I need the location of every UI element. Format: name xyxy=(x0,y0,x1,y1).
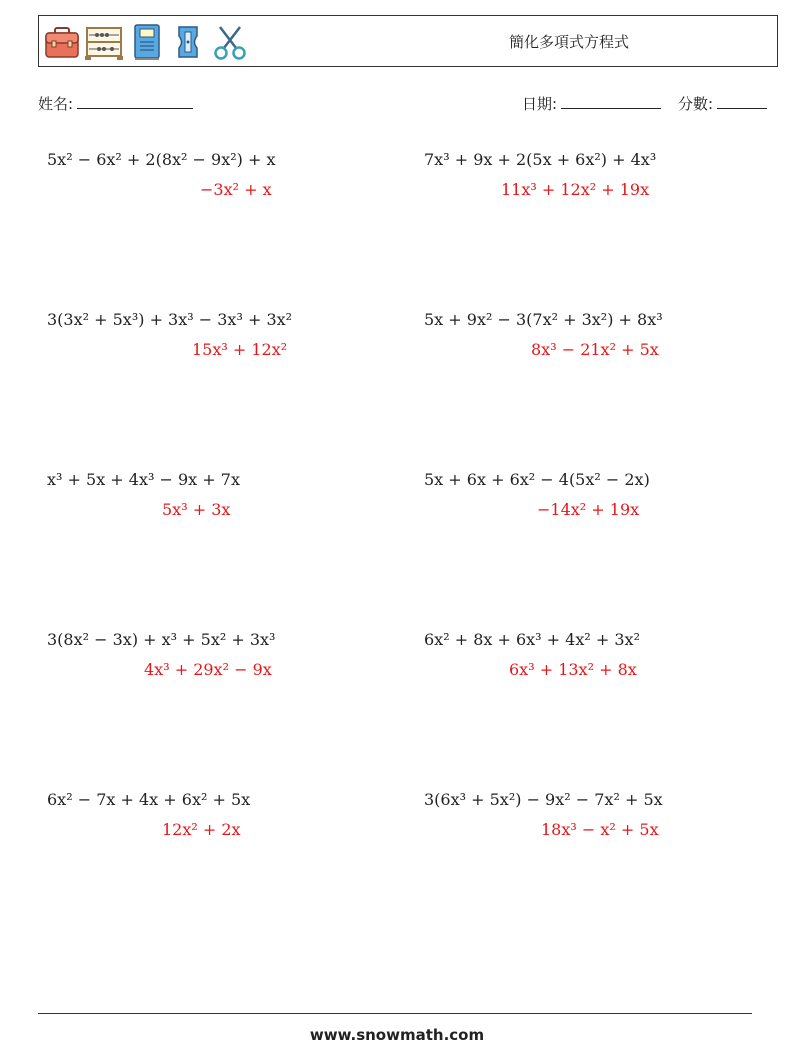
header-icons xyxy=(43,22,249,62)
problem-answer: 18x³ − x² + 5x xyxy=(541,820,659,839)
problem-expression: 5x + 9x² − 3(7x² + 3x²) + 8x³ xyxy=(424,310,663,329)
problem-answer: −14x² + 19x xyxy=(537,500,640,519)
worksheet-title: 簡化多項式方程式 xyxy=(509,33,630,51)
problem-answer: 11x³ + 12x² + 19x xyxy=(501,180,650,199)
briefcase-icon xyxy=(43,22,81,62)
problem-expression: 3(3x² + 5x³) + 3x³ − 3x³ + 3x² xyxy=(47,310,293,329)
problem-expression: x³ + 5x + 4x³ − 9x + 7x xyxy=(47,470,240,489)
problem-expression: 5x + 6x + 6x² − 4(5x² − 2x) xyxy=(424,470,650,489)
problem-answer: 4x³ + 29x² − 9x xyxy=(144,660,272,679)
name-field xyxy=(38,93,193,114)
abacus-icon xyxy=(85,22,123,62)
problem-expression: 6x² + 8x + 6x³ + 4x² + 3x² xyxy=(424,630,640,649)
problem-answer: 6x³ + 13x² + 8x xyxy=(509,660,637,679)
name-label: 姓名: xyxy=(38,95,74,113)
date-field xyxy=(522,93,661,114)
problem-answer: 15x³ + 12x² xyxy=(192,340,288,359)
problem-answer: 12x² + 2x xyxy=(162,820,241,839)
score-blank[interactable] xyxy=(717,94,767,109)
score-field xyxy=(678,93,767,114)
date-label: 日期: xyxy=(522,95,558,113)
problem-expression: 7x³ + 9x + 2(5x + 6x²) + 4x³ xyxy=(424,150,657,169)
footer-divider xyxy=(38,1013,752,1014)
scissors-icon xyxy=(211,22,249,62)
problem-answer: −3x² + x xyxy=(200,180,272,199)
footer-url: www.snowmath.com xyxy=(309,1026,485,1044)
problem-answer: 5x³ + 3x xyxy=(162,500,231,519)
sharpener-icon xyxy=(169,22,207,62)
problem-answer: 8x³ − 21x² + 5x xyxy=(531,340,659,359)
score-label: 分數: xyxy=(678,95,714,113)
problem-expression: 6x² − 7x + 4x + 6x² + 5x xyxy=(47,790,251,809)
problem-expression: 3(6x³ + 5x²) − 9x² − 7x² + 5x xyxy=(424,790,663,809)
name-blank[interactable] xyxy=(77,94,193,109)
date-blank[interactable] xyxy=(561,94,661,109)
worksheet-header xyxy=(38,15,778,67)
book-icon xyxy=(127,22,165,62)
problem-expression: 3(8x² − 3x) + x³ + 5x² + 3x³ xyxy=(47,630,276,649)
problem-expression: 5x² − 6x² + 2(8x² − 9x²) + x xyxy=(47,150,276,169)
